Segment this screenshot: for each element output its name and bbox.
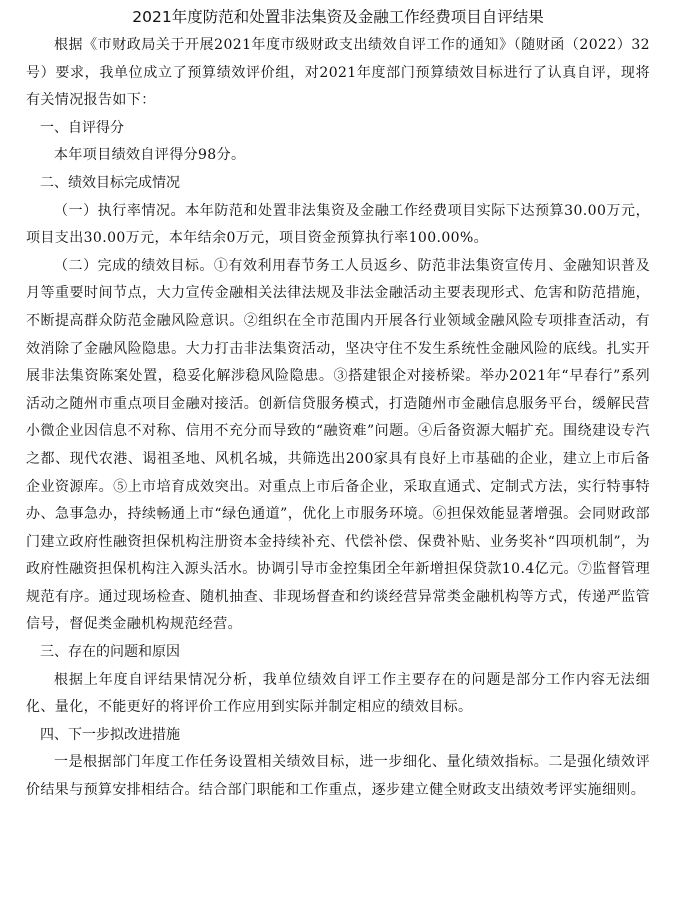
- section2-heading: 二、绩效目标完成情况: [40, 174, 180, 191]
- section1-body: 本年项目绩效自评得分98分。: [54, 147, 246, 164]
- section2-goals-paragraph: （二）完成的绩效目标。①有效利用春节务工人员返乡、防范非法集资宣传月、金融知识普及月等重要时间节点，大力宣传金融相关法律法规及非法金融活动主要表现形式、危害和防范措施，不断提高群众防范金融风险意识。②组织在全市范围内开展各行业领域金融风险专项排查活动，有效消除了金融风险隐患。大力打击非法集资活动，坚决守住不发生系统性金融风险的底线。扎实开展非法集资陈案处置，稳妥化解涉稳风险隐患。③搭建银企对接桥梁。举办2021年“早春行”系列活动之随州市重点项目金融对接活。创新信贷服务模式，打造随州市金融信息服务平台，缓解民营小微企业因信息不对称、信用不充分而导致的“融资难”问题。④后备资源大幅扩充。围绕建设专汽之都、现代农港、谒祖圣地、风机名城，共筛选出200家具有良好上市基础的企业，建立上市后备企业资源库。⑤上市培育成效突出。对重点上市后备企业，采取直通式、定制式方法，实行特事特办、急事急办，持续畅通上市“绿色通道”，优化上市服务环境。⑥担保效能显著增强。会同财政部门建立政府性融资担保机构注册资本金持续补充、代偿补偿、保费补贴、业务奖补“四项机制”，为政府性融资担保机构注入源头活水。协调引导市金控集团全年新增担保贷款10.4亿元。⑦监督管理规范有序。通过现场检查、随机抽查、非现场督查和约谈经营异常类金融机构等方式，传递严监管信号，督促类金融机构规范经营。: [26, 257, 650, 633]
- section1-heading: 一、自评得分: [40, 119, 124, 136]
- section4-heading: 四、下一步拟改进措施: [40, 726, 180, 743]
- section3-heading: 三、存在的问题和原因: [40, 644, 180, 661]
- section4-body: 一是根据部门年度工作任务设置相关绩效目标，进一步细化、量化绩效指标。二是强化绩效评价结果与预算安排相结合。结合部门职能和工作重点，逐步建立健全财政支出绩效考评实施细则。: [26, 754, 650, 799]
- intro-paragraph: 根据《市财政局关于开展2021年度市级财政支出绩效自评工作的通知》（随财函（2022）32号）要求，我单位成立了预算绩效评价组，对2021年度部门预算绩效目标进行了认真自评，现将有关情况报告如下：: [26, 37, 650, 109]
- section2-execution-rate-paragraph: （一）执行率情况。本年防范和处置非法集资及金融工作经费项目实际下达预算30.00万元，项目支出30.00万元，本年结余0万元，项目资金预算执行率100.00%。: [26, 202, 650, 247]
- section3-body: 根据上年度自评结果情况分析，我单位绩效自评工作主要存在的问题是部分工作内容无法细化、量化，不能更好的将评价工作应用到实际并制定相应的绩效目标。: [26, 671, 650, 716]
- document-title: 2021年度防范和处置非法集资及金融工作经费项目自评结果: [132, 8, 544, 26]
